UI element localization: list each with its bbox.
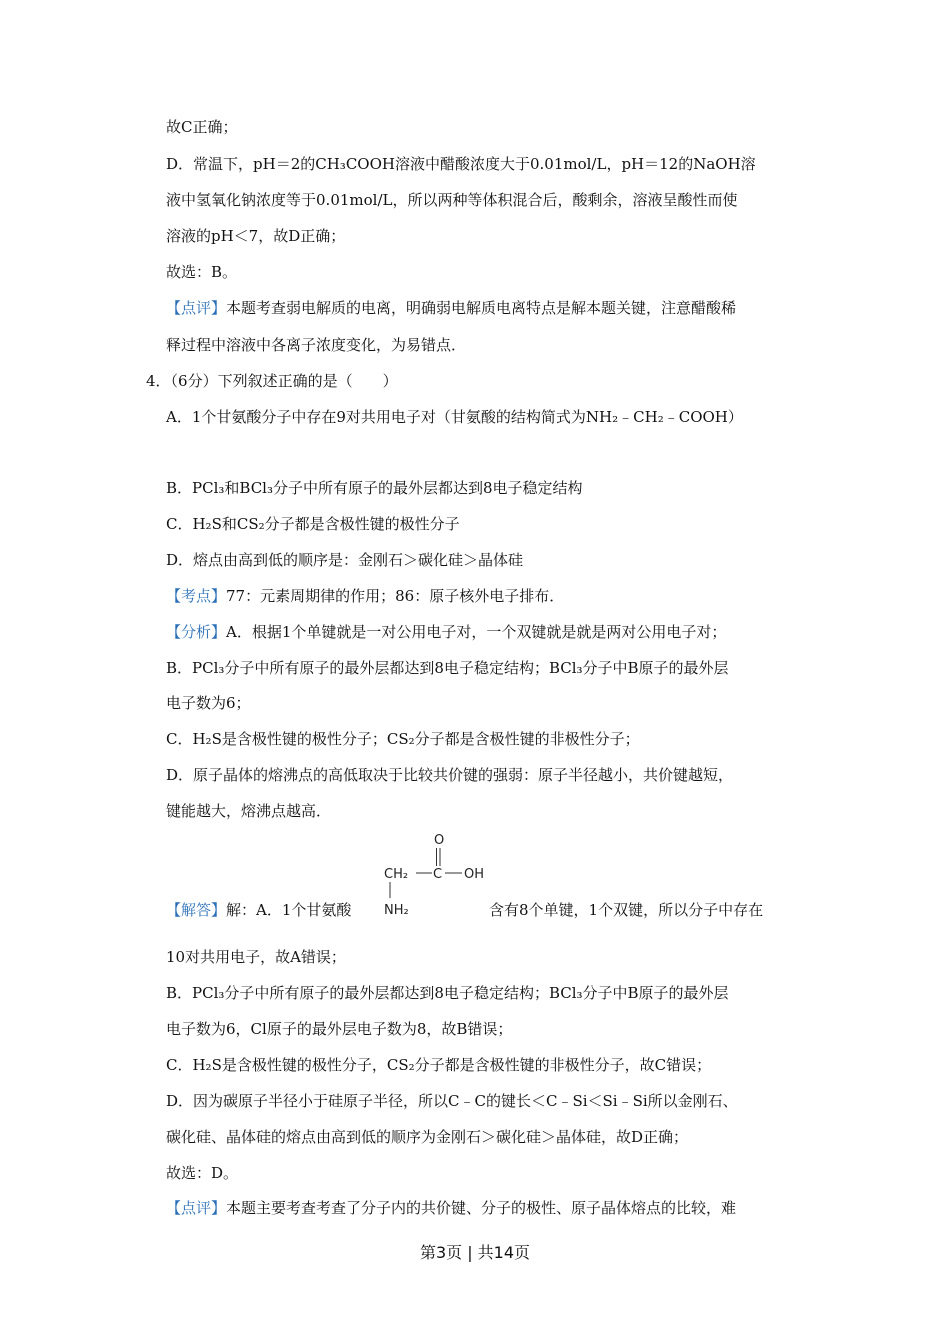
answer-line-8: 故选：D。 bbox=[166, 1164, 239, 1182]
review-line-2 bbox=[166, 1197, 736, 1219]
line-l1: 故C正确； bbox=[166, 118, 238, 136]
structure-ch2: CH₂ bbox=[384, 867, 409, 882]
line-l2: D．常温下，pH＝2的CH₃COOH溶液中醋酸浓度大于0.01mol/L，pH＝12的NaOH溶 bbox=[166, 155, 756, 173]
structure-o: O bbox=[434, 833, 445, 848]
review-line-1 bbox=[166, 297, 736, 319]
analysis-line-3: 电子数为6； bbox=[166, 694, 251, 712]
analysis-line-1 bbox=[166, 621, 726, 643]
answer-line-2: 10对共用电子，故A错误； bbox=[166, 948, 346, 966]
analysis-line-6: 键能越大，熔沸点越高． bbox=[166, 802, 332, 820]
glycine-structure bbox=[380, 826, 492, 918]
review-tag: 【点评】 bbox=[166, 299, 227, 317]
answer-line-5: C．H₂S是含极性键的极性分子，CS₂分子都是含极性键的非极性分子，故C错误； bbox=[166, 1056, 712, 1074]
question-4: 4．（6分）下列叙述正确的是（ ） bbox=[146, 372, 398, 390]
answer-line-1a bbox=[166, 899, 351, 921]
line-l4: 溶液的pH＜7，故D正确； bbox=[166, 227, 346, 245]
page-footer: 第3页 | 共14页 bbox=[419, 1243, 531, 1262]
structure-nh2: NH₂ bbox=[384, 903, 409, 918]
knowledge-point bbox=[166, 585, 564, 607]
review-text-2: 本题主要考查考查了分子内的共价键、分子的极性、原子晶体熔点的比较，难 bbox=[226, 1199, 737, 1217]
option-b: B．PCl₃和BCl₃分子中所有原子的最外层都达到8电子稳定结构 bbox=[166, 479, 583, 497]
answer-line-6: D．因为碳原子半径小于硅原子半径，所以C﹣C的键长＜C﹣Si＜Si﹣Si所以金刚石、 bbox=[166, 1092, 738, 1110]
line-l3: 液中氢氧化钠浓度等于0.01mol/L，所以两种等体积混合后，酸剩余，溶液呈酸性而使 bbox=[166, 191, 738, 209]
analysis-line-5: D．原子晶体的熔沸点的高低取决于比较共价键的强弱：原子半径越小，共价键越短， bbox=[166, 766, 734, 784]
answer-tag: 【解答】 bbox=[166, 901, 227, 919]
structure-oh: OH bbox=[464, 867, 485, 882]
analysis-line-4: C．H₂S是含极性键的极性分子；CS₂分子都是含极性键的非极性分子； bbox=[166, 730, 640, 748]
line-l5: 故选：B。 bbox=[166, 263, 238, 281]
answer-line-3: B．PCl₃分子中所有原子的最外层都达到8电子稳定结构；BCl₃分子中B原子的最外层 bbox=[166, 984, 729, 1002]
analysis-line-2: B．PCl₃分子中所有原子的最外层都达到8电子稳定结构；BCl₃分子中B原子的最外层 bbox=[166, 659, 729, 677]
structure-c: C bbox=[433, 867, 443, 882]
option-d: D．熔点由高到低的顺序是：金刚石＞碳化硅＞晶体硅 bbox=[166, 551, 524, 569]
knowledge-text: 77：元素周期律的作用；86：原子核外电子排布． bbox=[226, 587, 565, 605]
analysis-tag: 【分析】 bbox=[166, 623, 227, 641]
option-a: A．1个甘氨酸分子中存在9对共用电子对（甘氨酸的结构简式为NH₂﹣CH₂﹣COOH） bbox=[166, 408, 743, 426]
review-tag-2: 【点评】 bbox=[166, 1199, 227, 1217]
answer-line-7: 碳化硅、晶体硅的熔点由高到低的顺序为金刚石＞碳化硅＞晶体硅，故D正确； bbox=[166, 1128, 689, 1146]
answer-text-a: 解：A．1个甘氨酸 bbox=[226, 901, 352, 919]
knowledge-tag: 【考点】 bbox=[166, 587, 227, 605]
answer-line-4: 电子数为6，Cl原子的最外层电子数为8，故B错误； bbox=[166, 1020, 513, 1038]
option-c: C．H₂S和CS₂分子都是含极性键的极性分子 bbox=[166, 515, 460, 533]
line-l7: 释过程中溶液中各离子浓度变化，为易错点． bbox=[166, 336, 467, 354]
answer-line-1b: 含有8个单键，1个双键，所以分子中存在 bbox=[489, 901, 764, 919]
review-text: 本题考查弱电解质的电离，明确弱电解质电离特点是解本题关键，注意醋酸稀 bbox=[226, 299, 737, 317]
analysis-text: A．根据1个单键就是一对公用电子对，一个双键就是就是两对公用电子对； bbox=[226, 623, 727, 641]
